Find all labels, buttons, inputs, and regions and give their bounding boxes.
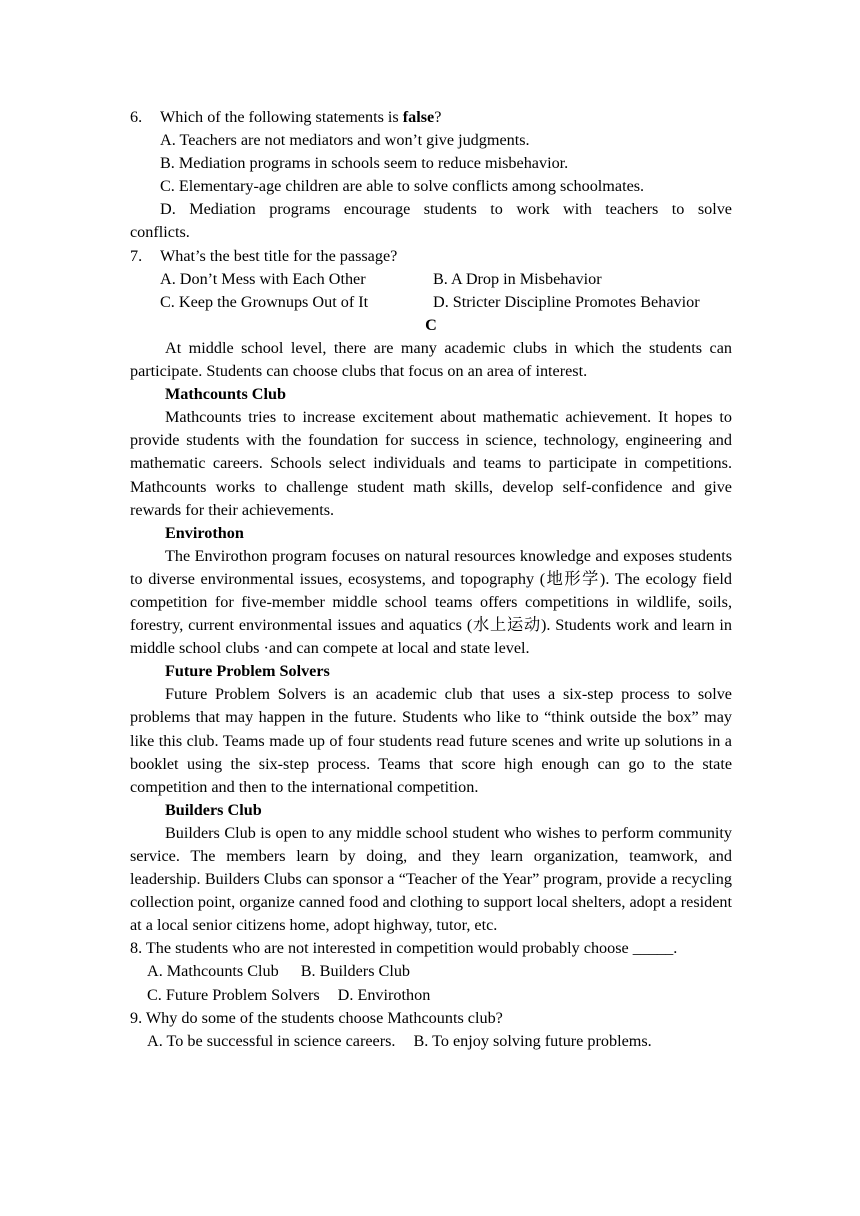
q6-option-d-line2: conflicts. — [130, 223, 190, 242]
question-8-stem: 8. The students who are not interested in competition would probably choose _____. — [130, 939, 678, 958]
q9-option-b: B. To enjoy solving future problems. — [413, 1031, 652, 1050]
q8-option-d: D. Envirothon — [337, 985, 431, 1004]
club-text-future-problem-solvers: Future Problem Solvers is an academic club that uses a six-step process to solve problems that may happen in the future. Students who like to “think outside the box” may like this club. Teams made up of four students read future scenes and write up solutions in a booklet using the six-step process. Teams that score high enough can go to the state competition and then to the international competition. — [130, 685, 732, 796]
club-heading-future-problem-solvers: Future Problem Solvers — [165, 662, 330, 681]
question-text: What’s the best title for the passage? — [160, 246, 398, 265]
q9-option-a: A. To be successful in science careers. — [147, 1031, 396, 1050]
q7-option-c: C. Keep the Grownups Out of It — [160, 292, 369, 311]
q8-options-row-2 — [130, 984, 732, 1007]
document-page — [130, 106, 732, 1053]
q8-option-b: B. Builders Club — [300, 962, 411, 981]
q7-options-row-1 — [130, 268, 732, 291]
q7-option-a: A. Don’t Mess with Each Other — [160, 269, 366, 288]
question-text: Which of the following statements is — [160, 108, 403, 126]
question-9-stem: 9. Why do some of the students choose Mathcounts club? — [130, 1008, 503, 1027]
q9-options-row-1 — [130, 1030, 732, 1053]
club-heading-envirothon: Envirothon — [165, 523, 244, 542]
question-number: 6. — [130, 108, 143, 126]
q7-option-b: B. A Drop in Misbehavior — [433, 269, 602, 288]
question-7-stem — [130, 245, 732, 268]
q8-option-c: C. Future Problem Solvers — [147, 985, 320, 1004]
section-heading: C — [425, 315, 437, 334]
club-text-mathcounts: Mathcounts tries to increase excitement about mathematic achievement. It hopes to provide students with the foundation for success in science, technology, engineering and mathematic careers. Schools select individuals and teams to participate in competitions. Mathcounts works to challenge student math skills, develop self-confidence and give rewards for their achievements. — [130, 408, 732, 519]
q8-options-row-1 — [130, 960, 732, 983]
club-text-envirothon: The Envirothon program focuses on natural resources knowledge and exposes students to diverse environmental issues, ecosystems, and topography (地形学). The ecology field competition for five-member middle school teams offers competitions in wildlife, soils, forestry, current environmental issues and aquatics (水上运动). Students work and learn in middle school clubs ·and can compete at local and state level. — [130, 546, 732, 658]
q7-option-d: D. Stricter Discipline Promotes Behavior — [433, 292, 700, 311]
q6-option-c: C. Elementary-age children are able to solve conflicts among schoolmates. — [160, 177, 645, 196]
intro-paragraph: At middle school level, there are many academic clubs in which the students can participate. Students can choose clubs that focus on an area of interest. — [130, 338, 732, 381]
question-punctuation: ? — [434, 108, 442, 126]
club-heading-builders: Builders Club — [165, 800, 262, 819]
q6-option-d-line1: D. Mediation programs encourage students to work with teachers to solve — [160, 200, 732, 219]
question-number: 7. — [130, 246, 143, 265]
question-6-stem — [130, 106, 732, 129]
q8-option-a: A. Mathcounts Club — [147, 962, 279, 981]
q6-option-b: B. Mediation programs in schools seem to reduce misbehavior. — [160, 154, 569, 173]
club-heading-mathcounts: Mathcounts Club — [165, 385, 286, 404]
club-text-builders: Builders Club is open to any middle school student who wishes to perform community service. The members learn by doing, and they learn organization, teamwork, and leadership. Builders Clubs can sponsor a “Teacher of the Year” program, provide a recycling collection point, organize canned food and clothing to support local shelters, adopt a resident at a local senior citizens home, adopt highway, tutor, etc. — [130, 823, 732, 935]
q6-option-a: A. Teachers are not mediators and won’t give judgments. — [160, 131, 530, 150]
question-emphasis: false — [402, 108, 435, 126]
q7-options-row-2 — [130, 291, 732, 314]
